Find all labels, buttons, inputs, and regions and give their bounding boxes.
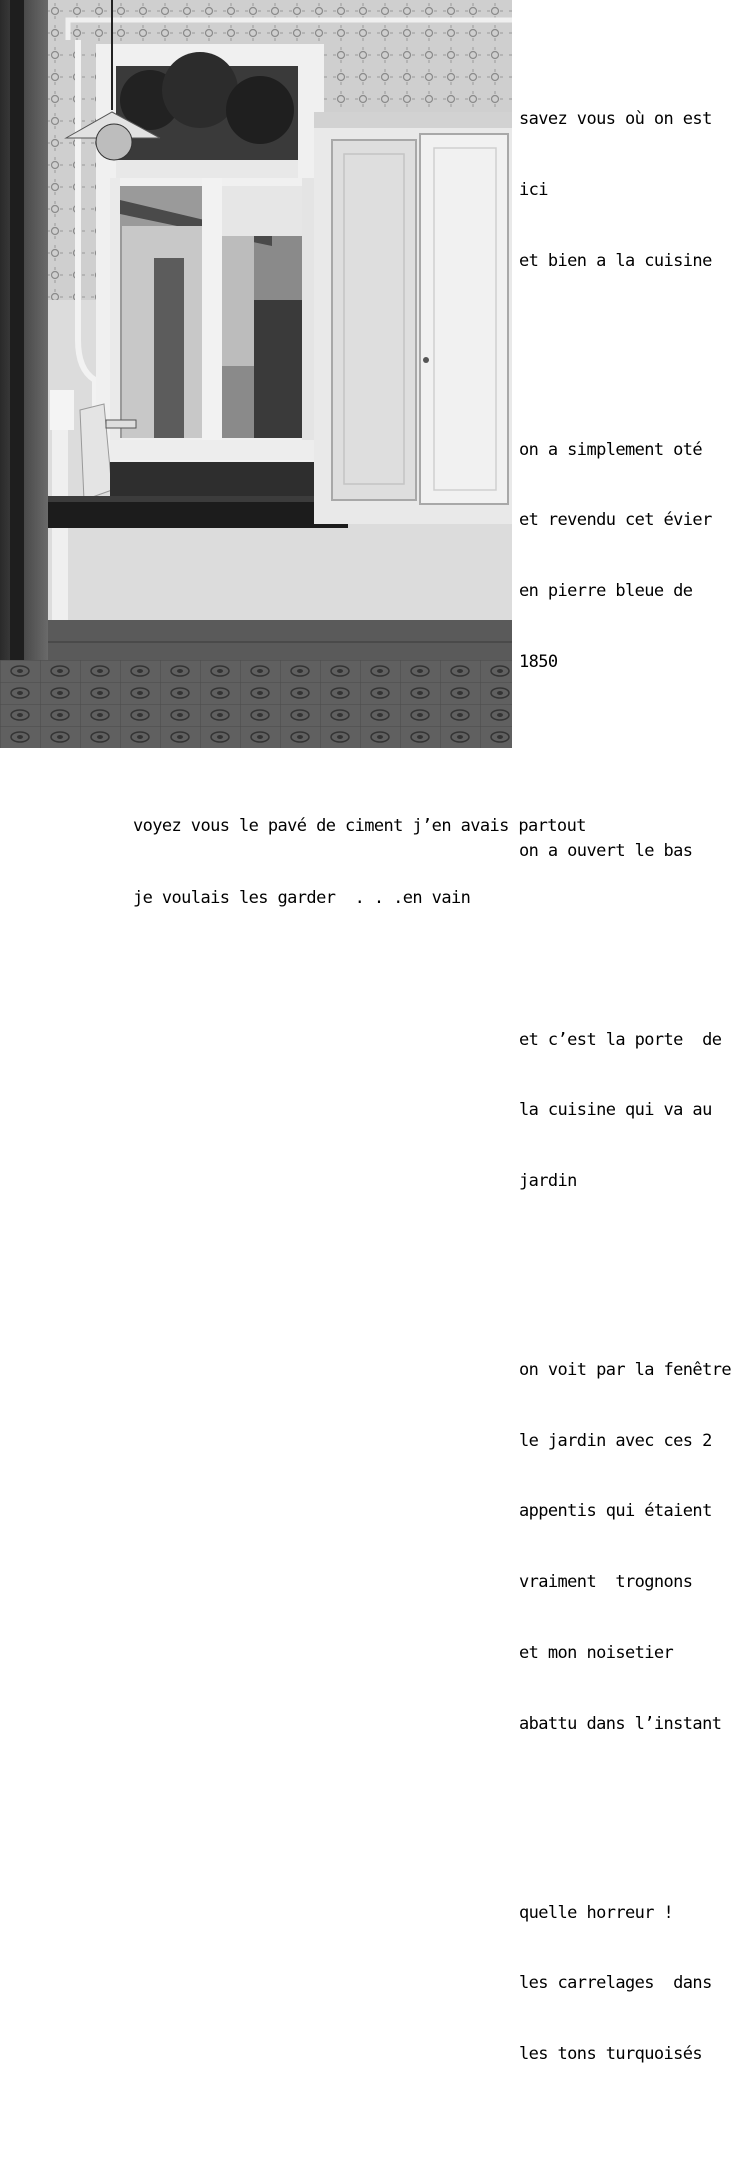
caption-line: et mon noisetier (519, 1642, 674, 1663)
caption-line: on voit par la fenêtre (519, 1359, 731, 1380)
caption-line: ici (519, 180, 548, 201)
caption-line: appentis qui étaient (519, 1501, 712, 1522)
caption-line: savez vous où on est (519, 109, 712, 130)
kitchen-photo (0, 0, 512, 748)
caption-line: on a ouvert le bas (519, 840, 693, 861)
caption-line: et bien a la cuisine (519, 250, 712, 271)
caption-paragraph (519, 1312, 729, 1784)
caption-paragraph (519, 61, 729, 321)
caption-line: en pierre bleue de (519, 581, 693, 602)
caption-line: je voulais les garder . . .en vain (133, 888, 471, 908)
caption-line: et revendu cet évier (519, 510, 712, 531)
caption-line: vraiment trognons (519, 1572, 693, 1593)
caption-line: quelle horreur ! (519, 1902, 674, 1923)
caption-paragraph (519, 392, 729, 722)
caption-line: le jardin avec ces 2 (519, 1430, 712, 1451)
caption-paragraph (519, 1854, 729, 2114)
caption-line: les carrelages dans (519, 1973, 712, 1994)
caption-line: 1850 (519, 652, 558, 673)
caption-line: voyez vous le pavé de ciment j’en avais partout (133, 816, 586, 836)
caption-paragraph (519, 981, 729, 1241)
caption-line: la cuisine qui va au (519, 1100, 712, 1121)
caption-line: jardin (519, 1171, 577, 1192)
caption-line: et c’est la porte de (519, 1029, 722, 1050)
caption-line: les tons turquoisés (519, 2044, 703, 2065)
bottom-caption (133, 766, 723, 934)
caption-line: abattu dans l’instant (519, 1713, 722, 1734)
side-caption (519, 14, 729, 2161)
caption-line: on a simplement oté (519, 439, 703, 460)
